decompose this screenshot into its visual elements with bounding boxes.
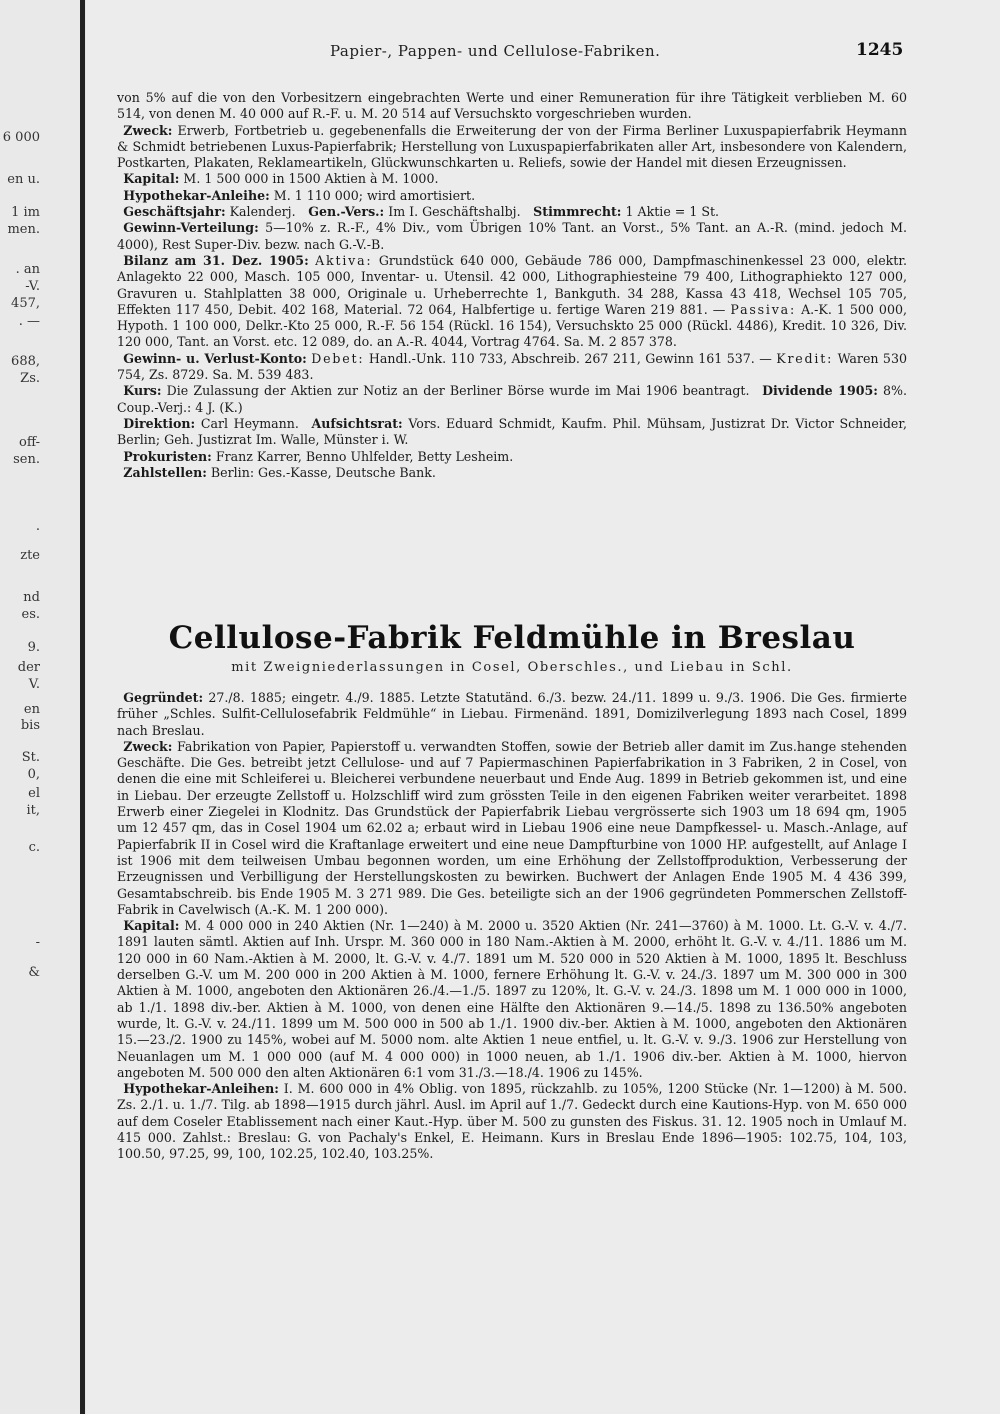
- gegr-paragraph: [117, 690, 907, 739]
- company-subtitle: mit Zweigniederlassungen in Cosel, Oberschles., und Liebau in Schl.: [231, 660, 793, 675]
- zweck2-paragraph: [117, 739, 907, 918]
- margin-fragment: es.: [21, 607, 40, 622]
- kapital2-paragraph: [117, 918, 907, 1081]
- genvers-label: Gen.-Vers.:: [308, 204, 385, 220]
- intro-paragraph: [117, 90, 907, 123]
- binding-gutter: [80, 0, 85, 1414]
- prok-text: Franz Karrer, Benno Uhlfelder, Betty Lesheim.: [215, 448, 514, 464]
- company-title: Cellulose-Fabrik Feldmühle in Breslau: [168, 620, 856, 656]
- prok-label: Prokuristen:: [123, 448, 212, 464]
- margin-fragment: en u.: [7, 172, 40, 187]
- margin-fragment: 9.: [27, 640, 40, 655]
- prok-paragraph: [117, 449, 907, 465]
- zweck-paragraph: [117, 123, 907, 172]
- zweck2-label: Zweck:: [123, 738, 173, 754]
- dir-label: Direktion:: [123, 415, 196, 431]
- zahl-paragraph: [117, 465, 907, 481]
- ar-text: Vors. Eduard Schmidt, Kaufm. Phil. Mühsam, Justizrat Dr. Victor Schneider, Berlin; Geh. Justizrat Im. Walle, Münster i. W.: [117, 415, 908, 448]
- margin-fragment: .: [35, 519, 40, 534]
- debet-word: Debet:: [311, 350, 365, 366]
- zweck2-text: Fabrikation von Papier, Papierstoff u. verwandten Stoffen, sowie der Betrieb aller damit im Zus.hange stehenden Geschäfte. Die Ges. betreibt jetzt Cellulose- und auf 7 Papiermaschinen Papierfabrikation in 3 Fabriken, 2 in Cosel, von denen die eine mit Schleiferei u. Bleicherei verbundene neuerbaut und Ende Aug. 1899 in Betrieb gekommen ist, und eine in Liebau. Der erzeugte Zellstoff u. Holzschliff wird zum grössten Teile in den eigenen Fabriken weiter verarbeitet. 1898 Erwerb einer Ziegelei in Klodnitz. Das Grundstück der Papierfabrik Liebau vergrösserte sich 1903 um 18 694 qm, 1905 um 12 457 qm, das in Cosel 1904 um 62.02 a; erbaut wird in Liebau 1906 eine neue Dampfkessel- u. Masch.-Anlage, auf Papierfabrik II in Cosel wird die Kraftanlage erweitert und eine neue Dampfturbine von 1000 HP. aufgestellt, auf Anlage I ist 1906 mit dem teilweisen Umbau begonnen worden, um eine Erhöhung der Zellstoffproduktion, Verbesserung der Erzeugnissen und Verbilligung der Herstellungskosten zu bewirken. Buchwert der Anlagen Ende 1905 M. 4 436 399, Gesamtabschreib. bis Ende 1905 M. 3 271 989. Die Ges. beteiligte sich an der 1906 gegründeten Pommerschen Zellstoff-Fabrik in Cavelwisch (A.-K. M. 1 200 000).: [117, 738, 907, 917]
- margin-fragment: St.: [21, 750, 40, 765]
- aktiva-text: Grundstück 640 000, Gebäude 786 000, Dampfmaschinenkessel 23 000, elektr. Anlagekto 22 000, Masch. 105 000, Inventar- u. Utensil. 42 000, Lithographiesteine 79 400, Lithographiekto 127 000, Gravuren u. Stahlplatten 38 000, Originale u. Urheberrechte 1, Bankguth. 34 288, Kassa 43 418, Wechsel 105 705, Effekten 117 450, Debit. 402 168, Material. 72 064, Halbfertige u. fertige Waren 219 881. —: [117, 252, 907, 317]
- margin-fragment: 688,: [11, 354, 40, 369]
- margin-fragment: men.: [7, 222, 40, 237]
- stimm-text: 1 Aktie = 1 St.: [625, 204, 720, 220]
- div-text: 8%. Coup.-Verj.: 4 J. (K.): [117, 383, 907, 415]
- intro-text: von 5% auf die von den Vorbesitzern eingebrachten Werte und einer Remuneration für ihre Tätigkeit verblieben M. 60 514, von denen M. 40 000 auf R.-F. u. M. 20 514 auf Versuchskto vorgeschrieben wurden.: [117, 90, 907, 122]
- kurs-label: Kurs:: [123, 383, 162, 399]
- margin-fragment: 457,: [11, 296, 40, 311]
- section-feldmuehle: [117, 690, 907, 1163]
- margin-fragment: Zs.: [20, 371, 40, 386]
- margin-fragment: off-: [19, 435, 40, 450]
- gv-label: Gewinn- u. Verlust-Konto:: [123, 350, 307, 366]
- kredit-word: Kredit:: [776, 350, 834, 366]
- gv-paragraph: [117, 351, 907, 384]
- hyp2-label: Hypothekar-Anleihen:: [123, 1081, 279, 1097]
- gj-paragraph: [117, 204, 907, 220]
- gj-text: Kalenderj.: [229, 204, 296, 220]
- aktiva-word: Aktiva:: [315, 252, 373, 268]
- page-number: 1245: [856, 40, 904, 60]
- bilanz-paragraph: [117, 253, 907, 351]
- gewinnvert-paragraph: [117, 220, 907, 253]
- genvers-text: Im I. Geschäftshalbj.: [388, 204, 521, 220]
- passiva-word: Passiva:: [730, 301, 797, 317]
- margin-fragment: 0,: [27, 767, 40, 782]
- margin-fragment: der: [17, 660, 40, 675]
- margin-fragment: -: [35, 935, 40, 950]
- hypothek-text: M. 1 110 000; wird amortisiert.: [273, 187, 476, 203]
- margin-fragment: . —: [18, 314, 40, 329]
- kapital-paragraph: [117, 171, 907, 187]
- gegr-label: Gegründet:: [123, 690, 204, 705]
- kapital-text: M. 1 500 000 in 1500 Aktien à M. 1000.: [183, 171, 439, 187]
- kapital2-label: Kapital:: [123, 918, 180, 934]
- margin-fragment: bis: [20, 718, 40, 733]
- stimm-label: Stimmrecht:: [533, 204, 622, 220]
- kurs-text: Die Zulassung der Aktien zur Notiz an der Berliner Börse wurde im Mai 1906 beantragt.: [166, 383, 750, 399]
- margin-fragment: c.: [28, 840, 40, 855]
- margin-fragment: nd: [23, 590, 40, 605]
- ar-label: Aufsichtsrat:: [311, 415, 403, 431]
- margin-fragment: 6 000: [2, 130, 40, 145]
- hyp2-paragraph: [117, 1081, 907, 1162]
- running-title: Papier-, Pappen- und Cellulose-Fabriken.: [330, 42, 661, 60]
- gewinnvert-label: Gewinn-Verteilung:: [123, 220, 259, 236]
- zweck-text: Erwerb, Fortbetrieb u. gegebenenfalls die Erweiterung der von der Firma Berliner Luxuspapierfabrik Heymann & Schmidt betriebenen Luxus-Papierfabrik; Herstellung von Luxuspapierfabrikaten aller Art, insbesondere von Kalendern, Postkarten, Plakaten, Reklameartikeln, Glückwunschkarten u. Reliefs, sowie der Handel mit diesen Erzeugnissen.: [117, 122, 907, 171]
- kapital-label: Kapital:: [123, 171, 180, 187]
- margin-fragment: 1 im: [11, 205, 40, 220]
- zweck-label: Zweck:: [123, 122, 173, 138]
- zahl-label: Zahlstellen:: [123, 464, 207, 480]
- bilanz-label: Bilanz am 31. Dez. 1905:: [123, 252, 309, 268]
- section-heymann-schmidt: [117, 90, 907, 481]
- debet-text: Handl.-Unk. 110 733, Abschreib. 267 211, Gewinn 161 537. —: [368, 350, 772, 366]
- kapital2-text: M. 4 000 000 in 240 Aktien (Nr. 1—240) à M. 2000 u. 3520 Aktien (Nr. 241—3760) à M. 1000. Lt. G.-V. v. 4./7. 1891 lauten sämtl. Aktien auf Inh. Urspr. M. 360 000 in 180 Nam.-Aktien à M. 2000, erhöht lt. G.-V. v. 4./11. 1886 um M. 120 000 in 60 Nam.-Aktien à M. 2000, lt. G.-V. v. 4./7. 1891 um M. 520 000 in 520 Aktien à M. 1000, 1895 lt. Beschluss derselben G.-V. um M. 200 000 in 200 Aktien à M. 1000, fernere Erhöhung lt. G.-V. v. 24./3. 1897 um M. 300 000 in 300 Aktien à M. 1000, angeboten den Aktionären 26./4.—1./5. 1897 zu 120%, lt. G.-V. v. 24./3. 1898 um M. 1 000 000 in 1000, ab 1./1. 1898 div.-ber. Aktien à M. 1000, von denen eine Hälfte den Aktionären 9.—14./5. 1898 zu 136.50% angeboten wurde, lt. G.-V. v. 24./11. 1899 um M. 500 000 in 500 ab 1./1. 1900 div.-ber. Aktien à M. 1000, angeboten den Aktionären 15.—23./2. 1900 zu 145%, wobei auf M. 5000 nom. alte Aktien 1 neue entfiel, u. lt. G.-V. v. 9./3. 1906 zur Herstellung von Neuanlagen um M. 1 000 000 (auf M. 4 000 000) in 1000 neuen, ab 1./1. 1906 div.-ber. Aktien à M. 1000, hiervon angeboten M. 500 000 den alten Aktionären 6:1 vom 31./3.—18./4. 1906 zu 145%.: [117, 918, 907, 1080]
- kurs-paragraph: [117, 383, 907, 416]
- margin-fragment: el: [28, 786, 40, 801]
- margin-fragment: sen.: [13, 452, 40, 467]
- hyp2-text: I. M. 600 000 in 4% Oblig. von 1895, rückzahlb. zu 105%, 1200 Stücke (Nr. 1—1200) à M. 500. Zs. 2./1. u. 1./7. Tilg. ab 1898—1915 durch jährl. Ausl. im April auf 1./7. Gedeckt durch eine Kautions-Hyp. von M. 650 000 auf dem Coseler Etablissement nach einer Kaut.-Hyp. über M. 500 zu gunsten des Fiskus. 31. 12. 1905 noch in Umlauf M. 415 000. Zahlst.: Breslau: G. von Pachaly's Enkel, E. Heimann. Kurs in Breslau Ende 1896—1905: 102.75, 104, 103, 100.50, 97.25, 99, 100, 102.25, 102.40, 103.25%.: [117, 1081, 907, 1162]
- hypothek-label: Hypothekar-Anleihe:: [123, 187, 270, 203]
- margin-fragment: &: [28, 965, 40, 980]
- zahl-text: Berlin: Ges.-Kasse, Deutsche Bank.: [210, 464, 436, 480]
- margin-fragment: V.: [28, 677, 40, 692]
- margin-fragment: -V.: [25, 279, 40, 294]
- dir-text: Carl Heymann.: [200, 415, 299, 431]
- gj-label: Geschäftsjahr:: [123, 204, 226, 220]
- kredit-text: Waren 530 754, Zs. 8729. Sa. M. 539 483.: [117, 350, 907, 383]
- margin-fragment: zte: [20, 548, 40, 563]
- hypothek-paragraph: [117, 188, 907, 204]
- passiva-text: A.-K. 1 500 000, Hypoth. 1 100 000, Delkr.-Kto 25 000, R.-F. 56 154 (Rückl. 16 154), Versuchskto 25 000 (Rückl. 4486), Kredit. 10 326, Div. 120 000, Tant. an Vorst. etc. 12 089, do. an A.-R. 4044, Vortrag 4764. Sa. M. 2 857 378.: [117, 301, 907, 350]
- div-label: Dividende 1905:: [762, 383, 878, 399]
- margin-fragment: en: [23, 702, 40, 717]
- dir-paragraph: [117, 416, 907, 449]
- margin-fragment: it,: [26, 803, 40, 818]
- margin-fragment: . an: [15, 262, 40, 277]
- gegr-text: 27./8. 1885; eingetr. 4./9. 1885. Letzte Statutänd. 6./3. bezw. 24./11. 1899 u. 9./3. 1906. Die Ges. firmierte früher „Schles. Sulfit-Cellulosefabrik Feldmühle“ in Liebau. Firmenänd. 1891, Domizilverlegung 1893 nach Cosel, 1899 nach Breslau.: [117, 690, 907, 738]
- gewinnvert-text: 5—10% z. R.-F., 4% Div., vom Übrigen 10% Tant. an Vorst., 5% Tant. an A.-R. (mind. jedoch M. 4000), Rest Super-Div. bezw. nach G.-V.-B.: [117, 220, 907, 252]
